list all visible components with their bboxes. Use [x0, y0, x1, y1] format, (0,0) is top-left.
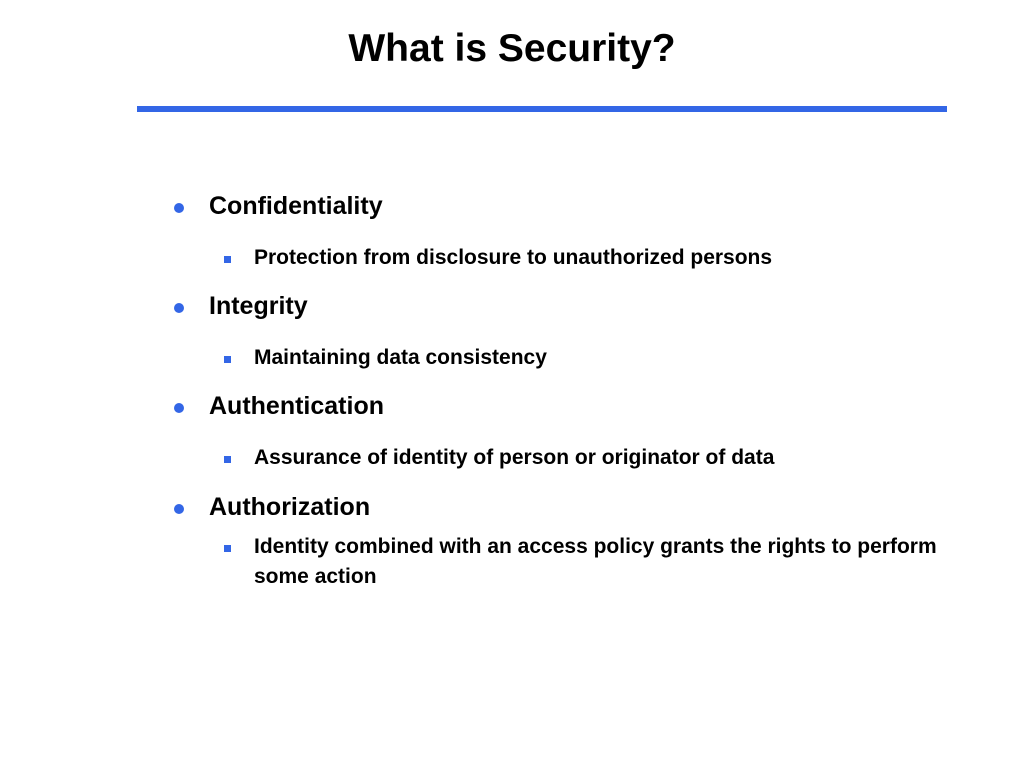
sub-bullet-text: Maintaining data consistency [254, 346, 547, 369]
sub-bullet-square-icon [224, 356, 231, 363]
sub-bullet-square-icon [224, 545, 231, 552]
sub-bullet-text: Protection from disclosure to unauthorized persons [254, 246, 773, 269]
bullet-label: Confidentiality [209, 192, 383, 220]
sub-bullet-text: Assurance of identity of person or originator of data [254, 446, 775, 469]
bullet-dot-icon [174, 504, 184, 514]
bullet-label: Authentication [209, 392, 384, 420]
bullet-dot-icon [174, 203, 184, 213]
slide-title: What is Security? [348, 27, 676, 70]
bullet-dot-icon [174, 303, 184, 313]
bullet-dot-icon [174, 403, 184, 413]
sub-bullet-square-icon [224, 256, 231, 263]
sub-bullet-square-icon [224, 456, 231, 463]
bullet-label: Integrity [209, 292, 308, 320]
bullet-label: Authorization [209, 493, 371, 521]
sub-bullet-text: Identity combined with an access policy grants the rights to perform some action [254, 535, 937, 588]
